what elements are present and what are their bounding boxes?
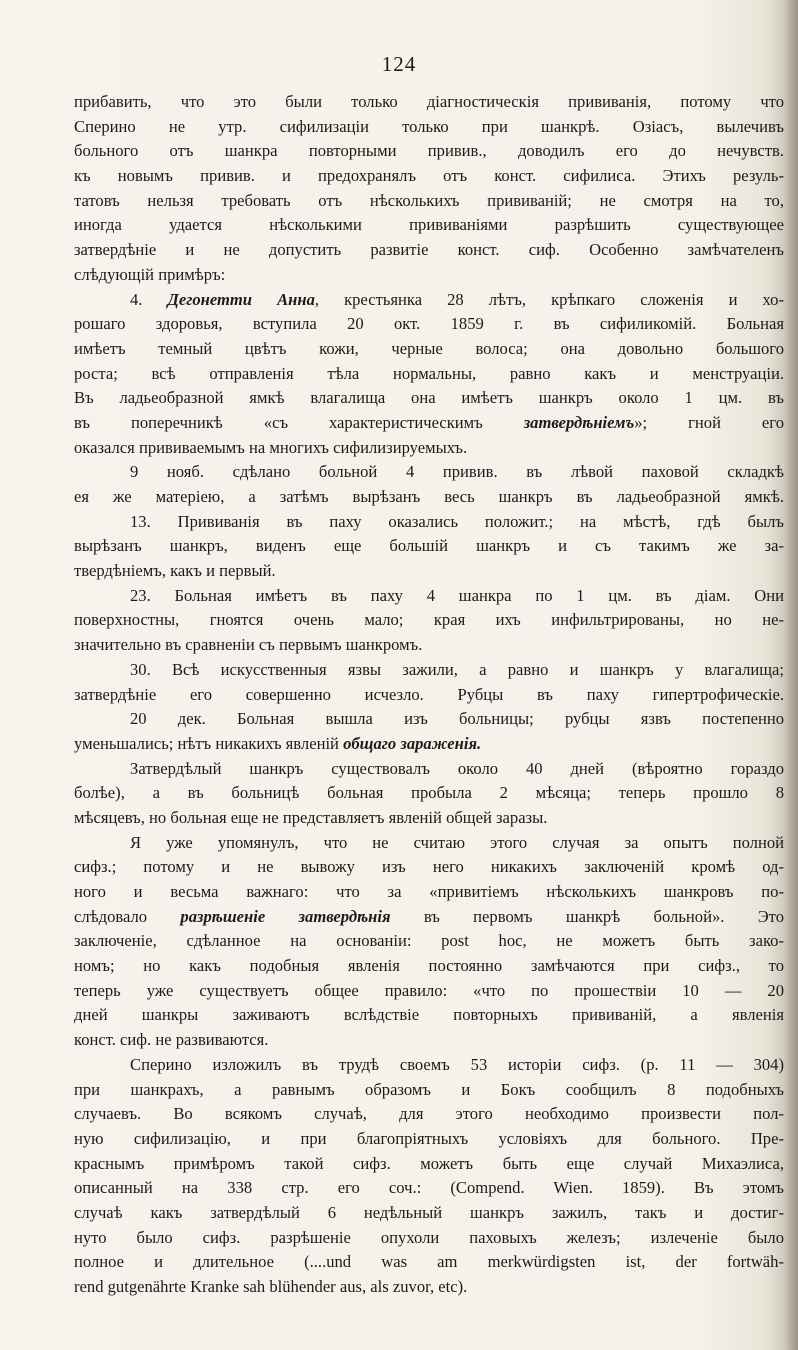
text-line: Я уже упомянулъ, что не считаю этого случая за опытъ полной — [130, 832, 784, 852]
text-line: татовъ нельзя требовать отъ нѣсколькихъ прививаній; не смотря на то, — [74, 190, 784, 210]
text-line: къ новымъ привив. и предохранялъ отъ конст. сифилиса. Этихъ резуль- — [74, 166, 784, 186]
text-line: имѣетъ темный цвѣтъ кожи, черные волоса; она довольно большого — [74, 338, 784, 358]
text-line: ную сифилизацію, и при благопріятныхъ условіяхъ для больного. Пре- — [74, 1128, 784, 1148]
text-line: уменьшались; нѣтъ никакихъ явленій общаго зараженія. — [74, 733, 482, 753]
page-number: 124 — [381, 52, 417, 76]
text-line: Сперино не утр. сифилизаціи только при шанкрѣ. Озіасъ, вылечивъ — [74, 116, 784, 136]
text-line: 9 нояб. сдѣлано больной 4 привив. въ лѣвой паховой складкѣ — [130, 462, 784, 482]
emphasized-text: затвердѣніемъ — [523, 412, 635, 432]
text-line: случаевъ. Во всякомъ случаѣ, для этого необходимо произвести пол- — [74, 1104, 784, 1124]
text-line: 13. Прививанія въ паху оказались положит.; на мѣстѣ, гдѣ былъ — [130, 511, 784, 531]
text-line: слѣдующій примѣръ: — [74, 264, 226, 284]
body-text — [74, 90, 784, 1300]
text-line: случаѣ какъ затвердѣлый 6 недѣльный шанкръ зажилъ, такъ и достиг- — [74, 1202, 784, 1222]
text-line: теперь уже существуетъ общее правило: «что по прошествіи 10 — 20 — [74, 980, 784, 1000]
text-line: слѣдовало разрѣшеніе затвердѣнія въ первомъ шанкрѣ больной». Это — [74, 906, 784, 926]
text-line: твердѣніемъ, какъ и первый. — [74, 561, 276, 581]
text-line: rend gutgenährte Kranke sah blühender aus, als zuvor, etc). — [74, 1277, 468, 1296]
text-line: рошаго здоровья, вступила 20 окт. 1859 г. въ сифиликомій. Больная — [74, 314, 784, 334]
text-line: при шанкрахъ, а равнымъ образомъ и Бокъ сообщилъ 8 подобныхъ — [74, 1079, 784, 1099]
page-gutter-shadow — [784, 0, 798, 1350]
emphasized-text: общаго зараженія. — [343, 733, 482, 753]
text-line: Въ ладьеобразной ямкѣ влагалища она имѣетъ шанкръ около 1 цм. въ — [74, 388, 784, 408]
text-line: 20 дек. Больная вышла изъ больницы; рубцы язвъ постепенно — [130, 709, 784, 729]
text-line: поверхностны, гноятся очень мало; края ихъ инфильтрированы, но не- — [74, 610, 784, 630]
text-line: затвердѣніе и не допустить развитіе конст. сиф. Особенно замѣчателенъ — [74, 240, 784, 260]
text-line: вырѣзанъ шанкръ, виденъ еще большій шанкръ и съ такимъ же за- — [74, 536, 784, 556]
text-line: краснымъ примѣромъ такой сифз. можетъ быть еще случай Михаэлиса, — [74, 1153, 784, 1173]
text-line: Затвердѣлый шанкръ существовалъ около 40 дней (вѣроятно гораздо — [130, 758, 784, 778]
text-line: роста; всѣ отправленія тѣла нормальны, равно какъ и менструаціи. — [74, 363, 784, 383]
text-line: болѣе), а въ больницѣ больная пробыла 2 мѣсяца; теперь прошло 8 — [74, 783, 784, 803]
text-line: Сперино изложилъ въ трудѣ своемъ 53 исторіи сифз. (р. 11 — 304) — [130, 1054, 784, 1074]
emphasized-text: Дегонетти Анна — [167, 289, 315, 309]
text-line: въ поперечникѣ «съ характеристическимъ затвердѣніемъ»; гной его — [74, 412, 784, 432]
text-line: ного и весьма важнаго: что за «привитіемъ нѣсколькихъ шанкровъ по- — [74, 882, 784, 901]
text-line: конст. сиф. не развиваются. — [74, 1030, 269, 1050]
text-line: полное и длительное (....und was am merkwürdigsten ist, der fortwäh- — [74, 1252, 784, 1272]
text-line: заключеніе, сдѣланное на основаніи: post hoc, не можетъ быть зако- — [74, 931, 784, 951]
text-line: дней шанкры заживаютъ вслѣдствіе повторныхъ прививаній, а явленія — [74, 1005, 784, 1025]
text-line: сифз.; потому и не вывожу изъ него никакихъ заключеній кромѣ од- — [74, 857, 784, 877]
text-line: значительно въ сравненіи съ первымъ шанкромъ. — [74, 635, 423, 655]
text-line: прибавить, что это были только діагностическія прививанія, потому что — [74, 92, 784, 111]
text-line: ея же матеріею, а затѣмъ вырѣзанъ весь шанкръ въ ладьеобразной ямкѣ. — [74, 487, 784, 506]
text-line: оказался прививаемымъ на многихъ сифилизируемыхъ. — [74, 437, 468, 457]
text-line: нуто было сифз. разрѣшеніе опухоли паховыхъ железъ; излеченіе было — [74, 1227, 784, 1247]
text-line: 30. Всѣ искусственныя язвы зажили, а равно и шанкръ у влагалища; — [130, 659, 784, 679]
text-line: больного отъ шанкра повторными привив., доводилъ его до нечувств. — [74, 141, 784, 161]
text-line: мѣсяцевъ, но больная еще не представляетъ явленій общей заразы. — [74, 807, 548, 827]
text-line: затвердѣніе его совершенно исчезло. Рубцы въ паху гипертрофическіе. — [74, 684, 784, 704]
text-line: 23. Больная имѣетъ въ паху 4 шанкра по 1 цм. въ діам. Они — [130, 585, 784, 605]
text-line: номъ; но какъ подобныя явленія постоянно замѣчаются при сифз., то — [74, 956, 784, 976]
text-line: 4. Дегонетти Анна, крестьянка 28 лѣтъ, крѣпкаго сложенія и хо- — [130, 289, 784, 309]
emphasized-text: разрѣшеніе затвердѣнія — [180, 906, 391, 926]
text-line: описанный на 338 стр. его соч.: (Compend. Wien. 1859). Въ этомъ — [74, 1178, 784, 1198]
text-line: иногда удается нѣсколькими прививаніями разрѣшить существующее — [74, 215, 784, 235]
